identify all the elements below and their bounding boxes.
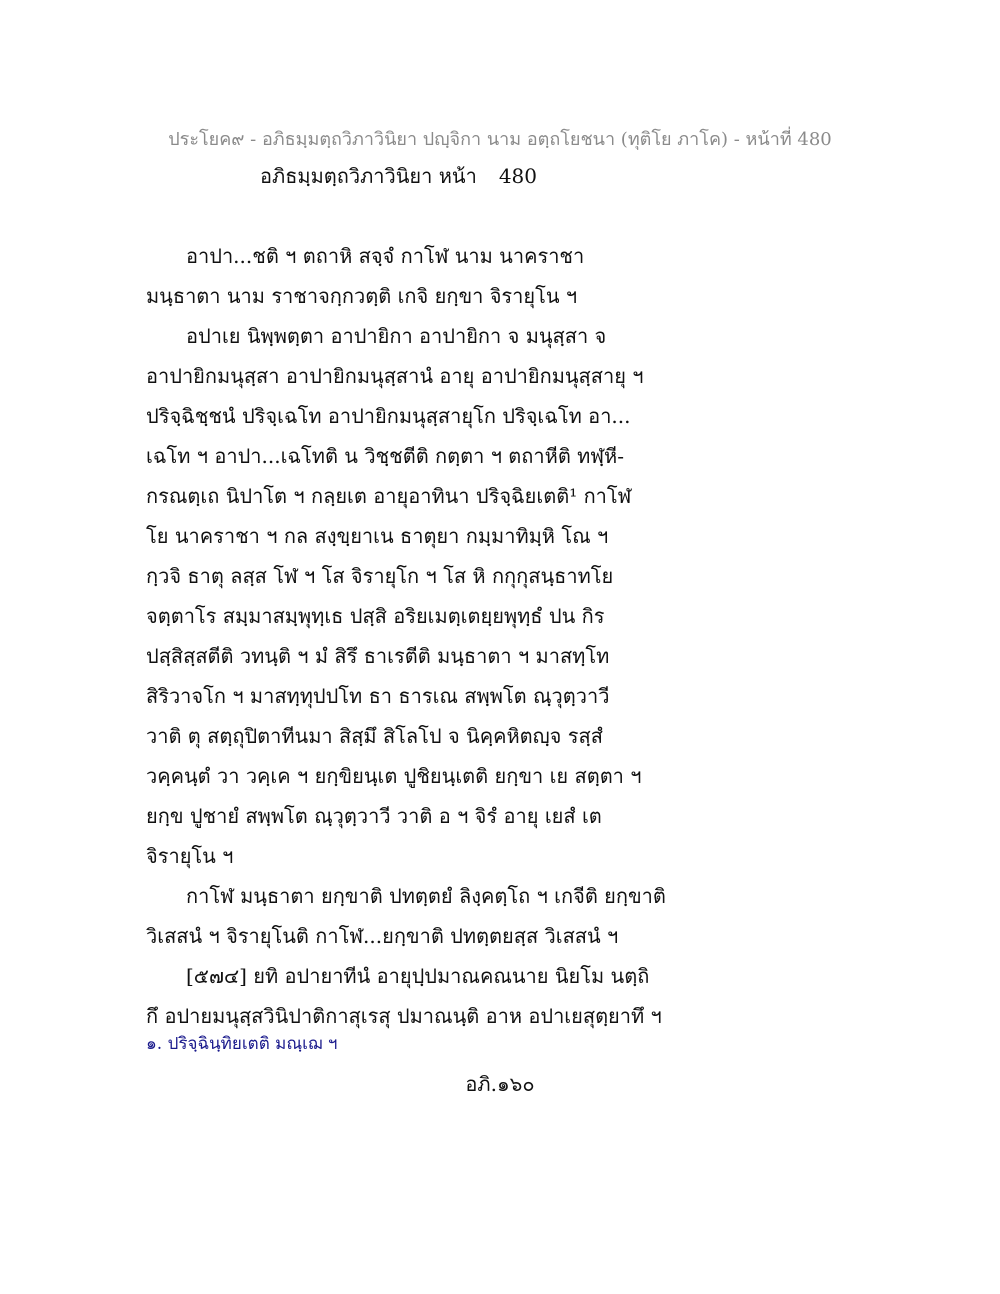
text-line: กาโฬ มนฺธาตา ยกฺขาติ ปทตฺตยํ ลิงฺคตฺโถ ฯ เกจีติ ยกฺขาติ — [186, 884, 666, 908]
text-line: [๕๗๔] ยทิ อปายาทีนํ อายุปฺปมาณคณนาย นิยโม นตฺถิ — [186, 964, 650, 988]
text-line: วิเสสนํ ฯ จิรายุโนติ กาโฬ...ยกฺขาติ ปทตฺตยสฺส วิเสสนํ ฯ — [146, 924, 619, 948]
text-line: จิรายุโน ฯ — [146, 844, 234, 868]
text-line: ยกฺข ปูชายํ สพฺพโต ณฺวุตฺวาวี วาติ อ ฯ จิรํ อายุ เยสํ เต — [146, 804, 602, 828]
page-marker: อภิ.๑๖๐ — [465, 1072, 535, 1096]
book-title: อภิธมฺมตฺถวิภาวินิยา หน้า — [260, 164, 477, 188]
text-line: มนฺธาตา นาม ราชาจกฺกวตฺติ เกจิ ยกฺขา จิรายุโน ฯ — [146, 284, 578, 308]
text-line: วคฺคนฺตํ วา วคฺเค ฯ ยกฺขิยนฺเต ปูชิยนฺเตติ ยกฺขา เย สตฺตา ฯ — [146, 764, 642, 788]
text-line: กรณตฺเถ นิปาโต ฯ กลฺยเต อายุอาทินา ปริจฺฉิยเตติ¹ กาโฬ — [146, 484, 632, 508]
text-line: ปริจฺฉิชฺชนํ ปริจฺเฉโท อาปายิกมนุสฺสายุโก ปริจฺเฉโท อา... — [146, 404, 631, 428]
page-number: 480 — [498, 164, 537, 188]
text-line: อปาเย นิพฺพตฺตา อาปายิกา อาปายิกา จ มนุสฺสา จ — [186, 324, 607, 348]
body-text — [146, 236, 866, 1036]
text-line: จตฺตาโร สมฺมาสมฺพุทฺเธ ปสฺสิ อริยเมตฺเตยฺยพุทฺธํ ปน กิร — [146, 604, 605, 628]
text-line: ปสฺสิสฺสตีติ วทนฺติ ฯ มํ สิรึ ธาเรตีติ มนฺธาตา ฯ มาสทฺโท — [146, 644, 610, 668]
text-line: อาปายิกมนุสฺสา อาปายิกมนุสฺสานํ อายุ อาปายิกมนุสฺสายุ ฯ — [146, 364, 644, 388]
book-title-line — [260, 160, 537, 192]
footnote: ๑. ปริจฺฉินฺทิยเตติ มณฺเฌ ฯ — [146, 1034, 338, 1054]
text-line: อาปา...ชติ ฯ ตถาหิ สจฺจํ กาโฬ นาม นาคราชา — [186, 244, 585, 268]
text-line: กึ อปายมนุสฺสวินิปาติกาสุเรสุ ปมาณนฺติ อาห อปาเยสุตฺยาทึ ฯ — [146, 1004, 662, 1028]
page-marker-wrap — [0, 1068, 1000, 1100]
text-line: กฺวจิ ธาตุ ลสฺส โฬ ฯ โส จิรายุโก ฯ โส หิ กกุกุสนฺธาทโย — [146, 564, 614, 588]
text-line: วาติ ตุ สตฺถุปิตาทีนมา สิสฺมึ สิโลโป จ นิคฺคหิตญฺจ รสฺสํ — [146, 724, 603, 748]
text-line: เฉโท ฯ อาปา...เฉโทติ น วิชฺชตีติ กตฺตา ฯ ตถาหีติ ทฬฺหี- — [146, 444, 624, 468]
text-line: โย นาคราชา ฯ กล สงฺขฺยาเน ธาตุยา กมฺมาทิมฺหิ โณ ฯ — [146, 524, 609, 548]
running-header: ประโยค๙ - อภิธมฺมตฺถวิภาวินิยา ปญฺจิกา นาม อตฺถโยชนา (ทุติโย ภาโค) - หน้าที่ 480 — [168, 129, 832, 150]
text-line: สิริวาจโก ฯ มาสทฺทุปปโท ธา ธารเณ สพฺพโต ณฺวุตฺวาวี — [146, 684, 610, 708]
